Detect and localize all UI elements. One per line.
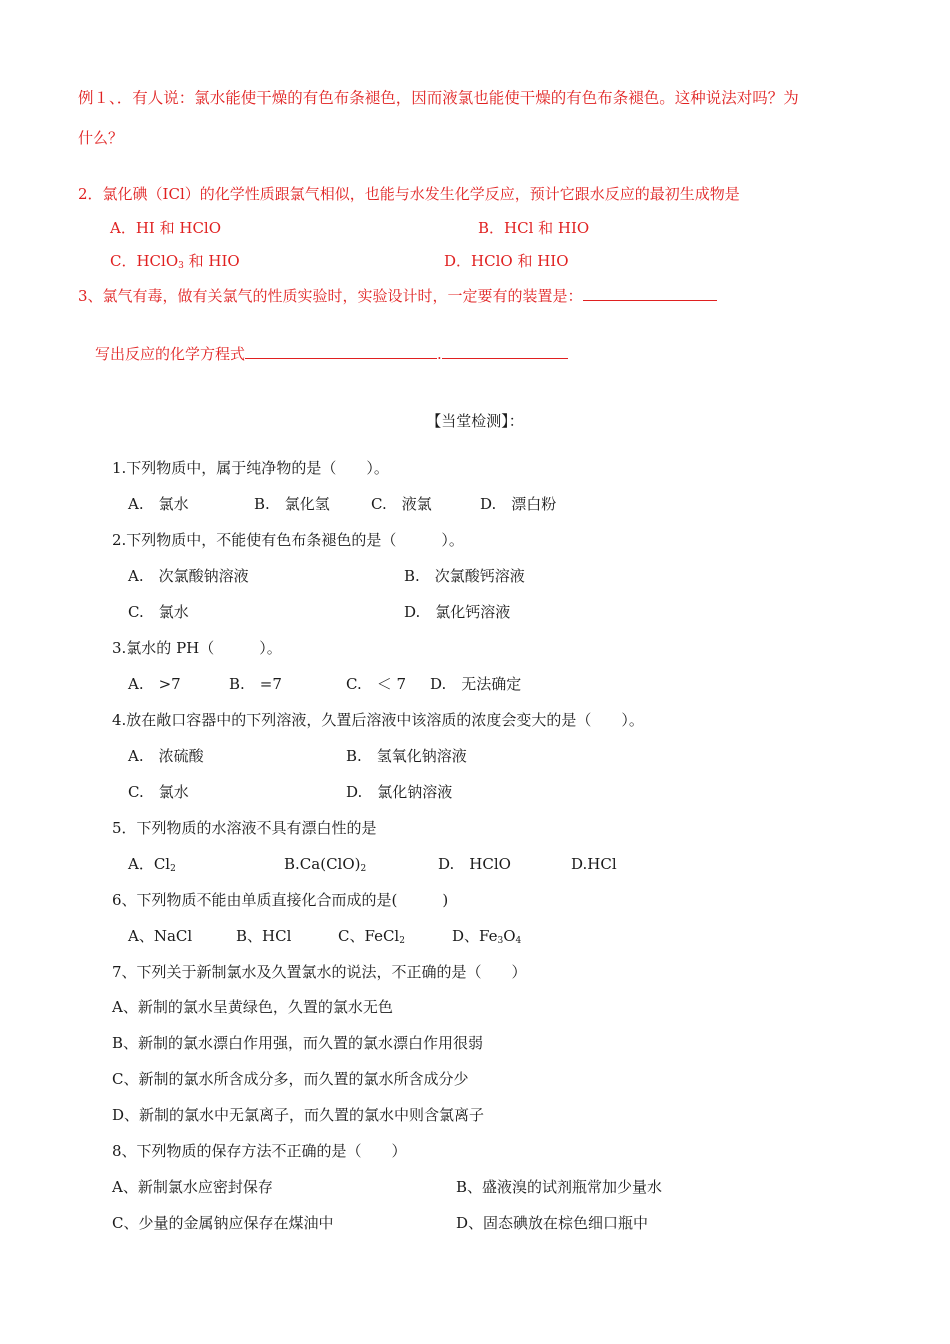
question-7-option-c: C、新制的氯水所含成分多，而久置的氯水所含成分少 <box>112 1070 469 1088</box>
question-3: 3.氯水的 PH（ ）。 <box>112 639 282 657</box>
question-6: 6、下列物质不能由单质直接化合而成的是( ) <box>112 891 449 909</box>
question-2-option-c: C. 氯水 <box>128 603 189 621</box>
question-7-option-a: A、新制的氯水呈黄绿色，久置的氯水无色 <box>112 998 393 1016</box>
question-2: 2.下列物质中，不能使有色布条褪色的是（ ）。 <box>112 531 464 549</box>
question-6-option-a: A、NaCl <box>128 927 193 945</box>
example-3-equation-line: 写出反应的化学方程式 . <box>95 342 568 364</box>
question-5-option-b: $B.Ca(ClO)_2$ <box>284 855 367 874</box>
question-5-option-d: D.HCl <box>571 855 617 873</box>
question-1: 1.下列物质中，属于纯净物的是（ ）。 <box>112 459 389 477</box>
question-8-option-b: B、盛液溴的试剂瓶常加少量水 <box>456 1178 663 1196</box>
example-2-option-a: A．HI 和 HClO <box>110 219 222 237</box>
question-6-option-b: B、HCl <box>236 927 292 945</box>
question-1-option-c: C. 液氯 <box>371 495 432 513</box>
example-2-option-d: D．HClO 和 HIO <box>444 252 569 270</box>
question-7-option-d: D、新制的氯水中无氯离子，而久置的氯水中则含氯离子 <box>112 1106 485 1124</box>
question-6-option-c: C、FeCl$_2$ <box>338 927 405 946</box>
example-1-line-1: 例１、．有人说：氯水能使干燥的有色布条褪色，因而液氯也能使干燥的有色布条褪色。这种说法对吗？为 <box>78 89 799 107</box>
section-title: 【当堂检测】： <box>426 412 524 430</box>
answer-blank <box>583 284 717 301</box>
question-4-option-b: B. 氢氧化钠溶液 <box>346 747 467 765</box>
example-1-line-2: 什么？ <box>78 129 124 147</box>
question-4-option-a: A. 浓硫酸 <box>128 747 204 765</box>
question-4-option-d: D. 氯化钠溶液 <box>346 783 453 801</box>
question-5-option-c: D. HClO <box>438 855 511 873</box>
question-3-option-a: A. >7 <box>128 675 181 693</box>
example-2-option-c: C．HClO$_3$ 和 HIO <box>110 252 240 271</box>
question-2-option-d: D. 氯化钙溶液 <box>404 603 511 621</box>
question-3-option-d: D. 无法确定 <box>430 675 522 693</box>
question-4: 4.放在敞口容器中的下列溶液，久置后溶液中该溶质的浓度会变大的是（ ）。 <box>112 711 644 729</box>
equation-blank-1 <box>245 342 437 359</box>
question-2-option-a: A. 次氯酸钠溶液 <box>128 567 249 585</box>
question-7-option-b: B、新制的氯水漂白作用强，而久置的氯水漂白作用很弱 <box>112 1034 484 1052</box>
equation-blank-2 <box>442 342 568 359</box>
example-2-option-b: B．HCl 和 HIO <box>478 219 590 237</box>
question-1-option-b: B. 氯化氢 <box>254 495 330 513</box>
question-5: 5．下列物质的水溶液不具有漂白性的是 <box>112 819 377 837</box>
question-8-option-a: A、新制氯水应密封保存 <box>112 1178 273 1196</box>
question-2-option-b: B. 次氯酸钙溶液 <box>404 567 525 585</box>
question-7: 7、下列关于新制氯水及久置氯水的说法，不正确的是（ ） <box>112 963 527 981</box>
question-6-option-d: D、$Fe_3O_4$ <box>452 927 522 946</box>
question-8-option-d: D、固态碘放在棕色细口瓶中 <box>456 1214 649 1232</box>
question-8: 8、下列物质的保存方法不正确的是（ ） <box>112 1142 407 1160</box>
question-1-option-a: A. 氯水 <box>128 495 189 513</box>
example-2-stem: 2．氯化碘（ICl）的化学性质跟氯气相似，也能与水发生化学反应，预计它跟水反应的最初生成物是 <box>78 185 740 203</box>
example-3-stem: 3、氯气有毒，做有关氯气的性质实验时，实验设计时，一定要有的装置是： <box>78 284 717 306</box>
question-4-option-c: C. 氯水 <box>128 783 189 801</box>
question-3-option-b: B. =7 <box>229 675 282 693</box>
question-8-option-c: C、少量的金属钠应保存在煤油中 <box>112 1214 334 1232</box>
question-3-option-c: C. ＜ 7 <box>346 675 407 693</box>
question-5-option-a: A．$Cl_2$ <box>128 855 176 874</box>
question-1-option-d: D. 漂白粉 <box>480 495 557 513</box>
